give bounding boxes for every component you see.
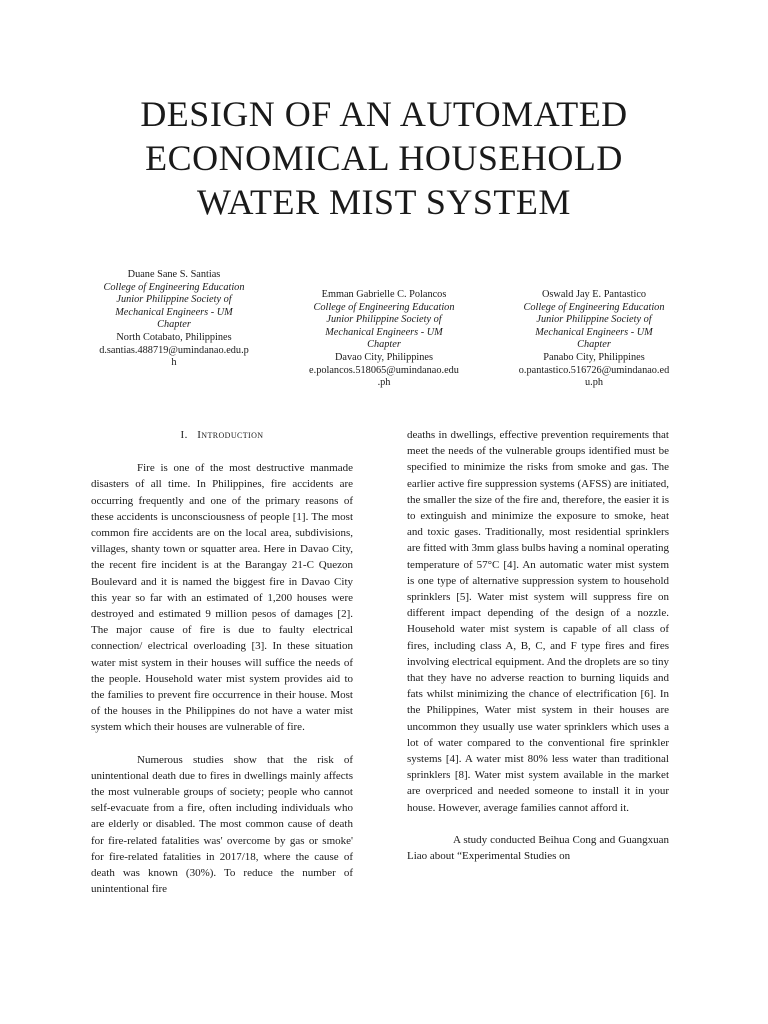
author-affiliation-line: Junior Philippine Society of (536, 314, 652, 326)
author-affiliation-line: Mechanical Engineers - UM (115, 306, 233, 318)
author-location: North Cotabato, Philippines (116, 331, 232, 343)
paper-title (60, 92, 708, 224)
title-line-3: WATER MIST SYSTEM (197, 182, 571, 222)
author-name: Duane Sane S. Santias (127, 269, 221, 280)
right-column (407, 427, 669, 864)
section-title: Introduction (197, 429, 264, 441)
left-column (91, 427, 353, 897)
author-block-1 (83, 269, 265, 370)
author-affiliation-line: College of Engineering Education (103, 281, 245, 293)
body-paragraph: deaths in dwellings, effective prevention requirements that meet the needs of the vulnerable groups identified must be specified to minimize the risks from smoke and gas. The earlier active fire suppression systems (AFSS) are initiated, the smaller the size of the fire and, therefore, the easier it is to extinguish and minimize the exposure to smoke, heat and toxic gases. Traditionally, most residential sprinklers are fitted with 3mm glass bulbs having a nominal operating temperature of 57°C [4]. An automatic water mist system is one type of alternative suppression system to household sprinklers [5]. Water mist system will suppress fire on different impact depending of the design of a nozzle. Household water mist system is capable of all class of fires, including class A, B, C, and F type fires and fires involving electrical equipment. And the droplets are so tiny that they have no adverse reaction to burning liquids and fats whilst minimizing the chance of electrification [6]. In the Philippines, Water mist system in their houses are uncommon they usually use water sprinklers which uses a lot of water compared to the conventional fire sprinkler systems [4]. A water mist 80% less water than traditional sprinklers [8]. Water mist system available in the market are overpriced and needed someone to install it in your house. However, average families cannot afford it. (407, 429, 669, 814)
body-paragraph: A study conducted Beihua Cong and Guangxuan Liao about “Experimental Studies on (407, 833, 669, 863)
author-email-continued: u.ph (584, 377, 604, 389)
author-affiliation-line: Chapter (157, 319, 191, 331)
author-affiliation-line: College of Engineering Education (313, 301, 455, 313)
section-heading (91, 427, 353, 443)
author-affiliation-line: Junior Philippine Society of (116, 294, 232, 306)
author-location: Panabo City, Philippines (543, 351, 645, 363)
author-email: d.santias.488719@umindanao.edu.p (99, 344, 249, 356)
body-paragraph: Numerous studies show that the risk of unintentional death due to fires in dwellings mainly affects the most vulnerable groups of society; people who cannot self-evacuate from a fire, often including individuals who are elderly or disabled. The most common cause of death for fire-related fatalities was' overcome by gas or smoke' for fire-related fatalities in 2017/18, where the cause of death was known (30%). To reduce the number of unintentional fire (91, 753, 353, 896)
author-email-continued: .ph (377, 377, 391, 389)
author-affiliation-line: Mechanical Engineers - UM (325, 326, 443, 338)
author-affiliation-line: College of Engineering Education (523, 301, 665, 313)
author-location: Davao City, Philippines (334, 351, 433, 363)
body-paragraph: Fire is one of the most destructive manmade disasters of all time. In Philippines, fire accidents are occurring frequently and one of the primary reasons of these accidents is unconsciousness of people [1]. The most common fire accidents are on the local area, subdivisions, villages, shanty town or squatter area. Here in Davao City, the recent fire incident is at the Barangay 21-C Quezon Boulevard and it is named the biggest fire in Davao City this year so far with an estimated of 1,200 houses were destroyed and estimated 9 million pesos of damages [2]. The major cause of fire is due to faulty electrical connection/ electrical overloading [3]. In these situation water mist system in their houses will suffice the needs of the people. Household water mist system provides aid to the families to prevent fire occurrence in their house. Most of the houses in the Philippines do not have a water mist system which their houses are vulnerable of fire. (91, 462, 353, 734)
author-email: e.polancos.518065@umindanao.edu (309, 364, 459, 376)
title-line-2: ECONOMICAL HOUSEHOLD (145, 138, 623, 178)
author-affiliation-line: Mechanical Engineers - UM (535, 326, 653, 338)
author-email: o.pantastico.516726@umindanao.ed (518, 364, 670, 376)
author-block-2 (293, 289, 475, 390)
section-number: I. (180, 429, 188, 441)
title-line-1: DESIGN OF AN AUTOMATED (140, 94, 628, 134)
author-affiliation-line: Chapter (367, 339, 401, 351)
author-email-continued: h (171, 357, 177, 369)
author-affiliation-line: Junior Philippine Society of (326, 314, 442, 326)
author-name: Emman Gabrielle C. Polancos (321, 289, 447, 300)
author-name: Oswald Jay E. Pantastico (541, 289, 647, 300)
author-affiliation-line: Chapter (577, 339, 611, 351)
author-block-3 (503, 289, 685, 390)
